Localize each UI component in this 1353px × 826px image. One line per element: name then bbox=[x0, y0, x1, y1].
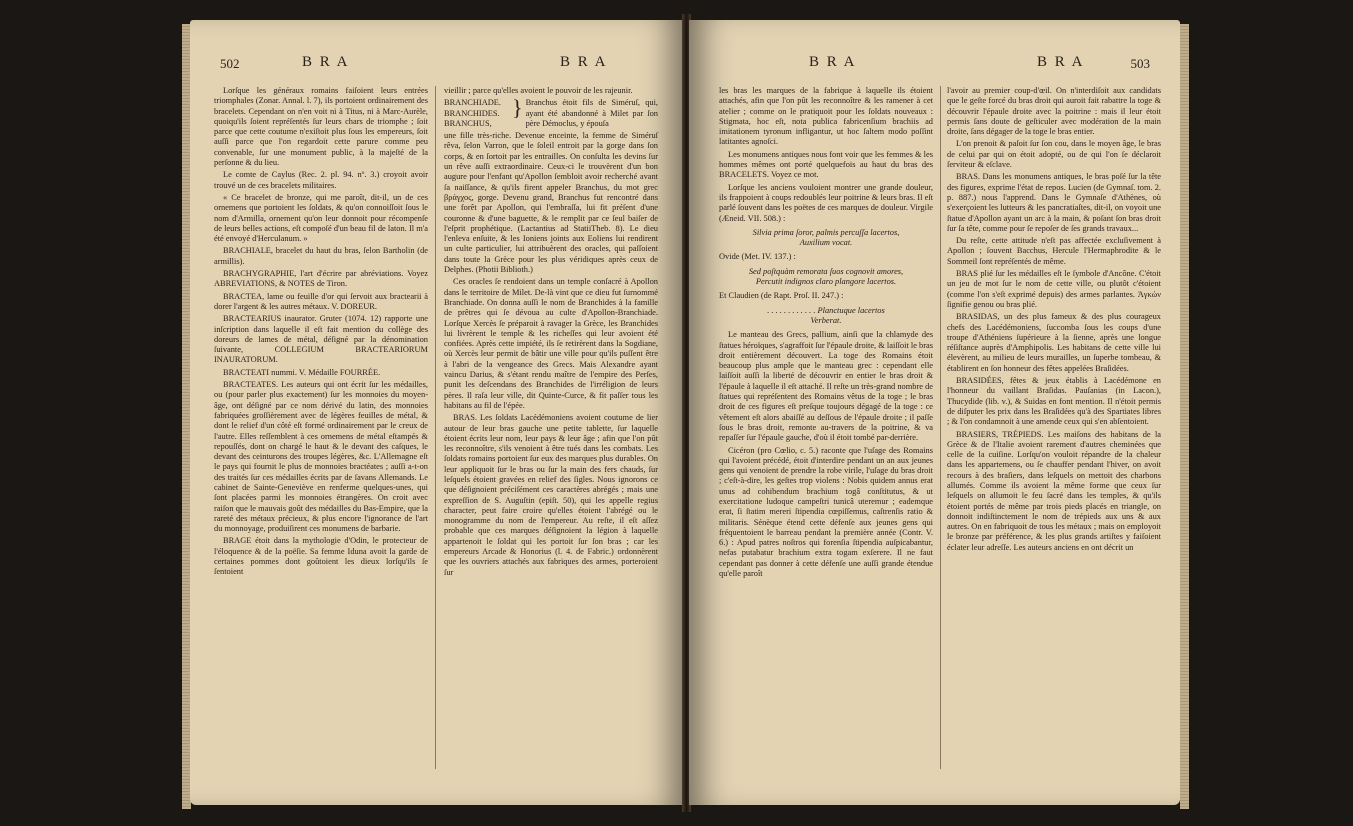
term-branchus: BRANCHUS, bbox=[444, 118, 492, 128]
entry-brasiers: BRASIERS, TRÉPIEDS. Les maiſons des habitans de la Grèce & de l'Italie avoient rarement d'autres cheminées que celle de la cuiſine. Lorſqu'on vouloit répandre de la chaleur dans les appartemens, ou ſe chauffer pendant l'hiver, on avoit recours à des braſiers, dans leſquels on mettoit des charbons allumés. Comme ils avoient la même forme que ceux ſur leſquels on allumoit le feu ſacré dans les temples, & qu'ils étoient portés de même par trois pieds placés en triangle, on donnoit indiſtinctement le nom de trépieds aux uns & aux autres. On en fabriquoit de tous les métaux ; mais on employoit le bronze par préférence, & les plus grands artiſtes y faiſoient éclater leur adreſſe. Les auteurs anciens en ont décrit un bbox=[947, 429, 1161, 552]
verse-line: . . . . . . . . . . . . Planctuque lacertos bbox=[767, 305, 885, 315]
right-page-number: 503 bbox=[1130, 56, 1150, 71]
left-column-1 bbox=[214, 86, 428, 580]
entry-bractearius: BRACTEARIUS inaurator. Gruter (1074. 12) rapporte une inſcription dans laquelle il eſt fait mention du collège des doreurs de lames de métal, déſigné par la dénomination ſuivante, COLLEGIUM BRACTEARIORUM INAURATORUM. bbox=[214, 314, 428, 365]
right-page bbox=[689, 20, 1180, 805]
left-running-head bbox=[220, 54, 654, 80]
paragraph: les bras les marques de la fabrique à laquelle ils étoient attachés, afin que l'on pût les reconnoître & les ramener à cet atelier ; comme on le pratiquoit pour les ſoldats nouveaux : Stigmata, hoc eſt, nota publica fabricenſium brachiis ad imitationem tyronum infligantur, ut hoc ſaltem modo poſſint latitantes agnoſci. bbox=[719, 86, 933, 147]
verse-line: Sed poſtquàm remorata ſuos cognovit amores, bbox=[748, 266, 904, 276]
entry-bractea: BRACTEA, lame ou feuille d'or qui ſervoit aux bractearii à dorer l'argent & les autres métaux. V. DOREUR. bbox=[214, 291, 428, 311]
entry-bras-plie: BRAS plié ſur les médailles eſt le ſymbole d'Ancône. C'étoit un jeu de mot ſur le nom de cette ville, ou plutôt c'étoient (comme l'on s'eſt exprimé depuis) des armes parlantes. Ἀγκὼν ſignifie genou ou bras plié. bbox=[947, 269, 1161, 309]
right-head-right: B R A bbox=[1037, 54, 1085, 70]
paragraph: Lorſque les anciens vouloient montrer une grande douleur, ils frappoient à coups redoublés leur poitrine & leurs bras. Il eſt parlé ſouvent dans les poëtes de ces marques de douleur. Virgile (Æneid. VII. 508.) : bbox=[719, 182, 933, 223]
right-column-1 bbox=[719, 86, 933, 581]
paragraph: l'avoir au premier coup-d'œil. On n'interdiſoit aux candidats que le geſte forcé du bras droit qui auroit fait rabattre la toge & découvrir l'épaule droite avec la poitrine : mais il leur étoit permis ſans doute de geſticuler avec modération de la main droite, ſans dégager de la toge le bras entier. bbox=[947, 86, 1161, 137]
entry-bras: BRAS. Dans les monumens antiques, le bras poſé ſur la tête des figures, exprime l'état de repos. Lucien (de Gymnaſ. tom. 2. p. 887.) nous l'apprend. Dans le Gymnaſe d'Athènes, où s'exerçoient les lutteurs & les pancratiaſtes, dit-il, on voyoit une ſtatue d'Apollon ayant un arc à la main, & poſant ſon bras droit ſur ſa tête, comme pour ſe repoſer de ſes grands travaux... bbox=[947, 172, 1161, 233]
right-head-left: B R A bbox=[809, 54, 857, 70]
verse-line: Silvia prima ſoror, palmis percuſſa lacertos, bbox=[752, 227, 900, 237]
verse-line: Verberat. bbox=[810, 315, 842, 325]
right-column-2 bbox=[947, 86, 1161, 555]
column-rule bbox=[435, 86, 436, 769]
paragraph: « Ce bracelet de bronze, qui me paroît, dit-il, un de ces ornemens que portoient les ſoldats, & qu'on connoiſſoit ſous le nom d'Armilla, ornement qu'on leur donnoit pour récompenſe de leurs belles actions, eſt compoſé d'un beau fil de laton. Il m'a été envoyé d'Herculanum. » bbox=[214, 192, 428, 244]
left-page-number: 502 bbox=[220, 56, 240, 71]
right-running-head bbox=[719, 54, 1150, 80]
entry-brachygraphie: BRACHYGRAPHIE, l'art d'écrire par abréviations. Voyez ABREVIATIONS, & NOTES de Tiron. bbox=[214, 269, 428, 289]
paragraph: Ces oracles ſe rendoient dans un temple conſacré à Apollon dans le territoire de Milet. De-là vint que ce dieu fut ſurnommé Branchiade. On donna auſſi le nom de Branchides à la famille de prêtres qui ſe dévoua au culte d'Apollon-Branchiade. Lorſque Xercès ſe préparoit à ravager la Grèce, les Branchides lui livrèrent le temple & les richeſſes qui leur avoient été confiées. Après cette impiété, ils ſe retirèrent dans la Sogdiane, où Xercès leur permit de bâtir une ville pour qu'ils puſſent être à l'abri de la vengeance des Grecs. Mais Alexandre ayant vaincu Darius, & s'étant rendu maître de l'empire des Perſes, punit les deſcendans des Branchides de l'irréligion de leurs pères. Il raſa leur ville, dit Quinte-Curce, & fit paſſer tous les habitans au fil de l'épée. bbox=[444, 277, 658, 410]
verse-quote bbox=[719, 267, 933, 288]
verse-quote bbox=[719, 228, 933, 249]
column-rule bbox=[940, 86, 941, 769]
paragraph: vieillir ; parce qu'elles avoient le pouvoir de les rajeunir. bbox=[444, 86, 633, 95]
page-edge-right bbox=[1180, 24, 1189, 809]
paragraph: Les monumens antiques nous font voir que les femmes & les hommes mêmes ont porté quelquefois au haut du bras des BRACELETS. Voyez ce mot. bbox=[719, 149, 933, 180]
paragraph: Lorſque les généraux romains faiſoient leurs entrées triomphales (Zonar. Annal. l. 7), ils portoient ordinairement des bracelets. Cependant on n'en voit ni à Titus, ni à Marc-Aurèle, quoiqu'ils ſoient repréſentés ſur leurs chars de triomphe ; ſoit parce que cette coutume n'exiſtoit plus ſous les empereurs, ſoit auſſi parce que l'on regardoit cette parure comme peu convenable, ſur une monument public, à la majeſté de la perſonne & du lieu. bbox=[214, 86, 428, 168]
verse-quote bbox=[719, 306, 933, 327]
term-branchides: BRANCHIDES. bbox=[444, 108, 500, 118]
left-page bbox=[190, 20, 684, 805]
branchus-terms bbox=[444, 98, 510, 129]
citation: Et Claudien (de Rapt. Proſ. II. 247.) : bbox=[719, 291, 844, 301]
entry-bras: BRAS. Les ſoldats Lacédémoniens avoient coutume de lier autour de leur bras gauche une petite tablette, ſur laquelle étoient écrits leur nom, leur pays & leur âge ; afin que l'on pût les reconnoître, s'ils venoient à être tués dans les combats. Les ſoldats romains portoient ſur eux des marques plus durables. On leur appliquoit ſur le bras ou ſur la main des fers chauds, ſur leſquels étoient gravées en relief des ſigles. Nous ignorons ce que déſignoient préciſément ces caractères abrégés ; mais une expreſſion de S. Auguſtin (epiſt. 50), qui les appelle regius character, peut faire croire qu'elles étoient l'abrégé ou le monogramme du nom de l'empereur. Au reſte, il eſt aſſez probable que ces marques déſignoient la légion à laquelle appartenoit le ſoldat qui les portoit ſur ſon bras ; car les empereurs Arcade & Honorius (l. 4. de Fabric.) ordonnèrent que les ouvriers attachés aux fabriques des armes, porteroient ſur bbox=[444, 413, 658, 577]
entry-brachiale: BRACHIALE, bracelet du haut du bras, ſelon Bartholin (de armillis). bbox=[214, 246, 428, 266]
left-head-center: B R A bbox=[302, 54, 350, 70]
term-branchiade: BRANCHIADE. bbox=[444, 98, 501, 108]
entry-brasidas: BRASIDAS, un des plus fameux & des plus courageux chefs des Lacédémoniens, ſuccomba ſous les coups d'une troupe d'Athéniens ſupérieure à la ſienne, après une longue réſiſtance auprès d'Amphipolis. Les habitans de cette ville lui élevèrent, au milieu de leurs murailles, un ſuperbe tombeau, & établirent en ſon honneur des fêtes appelées Braſidées. bbox=[947, 312, 1161, 373]
left-column-2 bbox=[444, 86, 658, 580]
paragraph: une fille très-riche. Devenue enceinte, la femme de Siméruſ rêva, ſelon Varron, que le ſoleil entroit par la gorge dans ſon corps, & en ſortoit par les entrailles. On conſulta les devins ſur un rêve auſſi extraordinaire. Ceux-ci le trouvèrent d'un bon augure pour l'enfant qu'Apollon ſembloit avoir recherché avant ſa naiſſance, & qu'ils firent appeler Branchus, du mot grec βράγχος, gorge. Devenu grand, Branchus fut rencontré dans une forêt par Apollon, qui l'embraſſa, lui fit préſent d'une couronne & d'une baguette, & le remplit par ce ſeul baiſer de l'eſprit prophétique. (Lactantius ad StatiiTheb. 8). Le dieu l'enleva enſuite, & les Ioniens joints aux Eoliens lui rendirent un culte particulier, lui attribuèrent des oracles, qui paſſoient dans toute la Grèce pour les plus véridiques après ceux de Delphes. (Photii Biblioth.) bbox=[444, 131, 658, 275]
branchus-entry-block bbox=[444, 98, 658, 129]
paragraph: L'on prenoit & paſoit ſur ſon cou, dans le moyen âge, le bras de celui par qui on étoit adopté, ou de qui l'on ſe déclaroit ſerviteur & eſclave. bbox=[947, 139, 1161, 170]
entry-bracteati: BRACTEATI nummi. V. Médaille FOURRÉE. bbox=[223, 367, 381, 377]
paragraph: Le manteau des Grecs, pallium, ainſi que la chlamyde des ſtatues héroïques, s'agraffoit ſur l'épaule droite, & laiſſoit le bras droit entièrement découvert. La toge des Romains étoit beaucoup plus ample que le manteau grec : cependant elle laiſſoit auſſi la liberté de découvrir en entier le bras droit & l'épaule à laquelle il eſt attaché. Il reſte un très-grand nombre de ſtatues qui repréſentent des Romains vêtus de la toge ; le bras droit de ces figures eſt preſque toujours dégagé de la toge : ce vêtement eſt alors abaiſſé au deſſous de l'épaule droite ; il paſſe ſous le bras droit, remonte au-travers de la poitrine, & va repaſſer ſur l'épaule gauche, d'où il étoit tombé par-derrière. bbox=[719, 330, 933, 443]
citation: Ovide (Met. IV. 137.) : bbox=[719, 252, 796, 262]
verse-line: Auxilium vocat. bbox=[799, 238, 853, 248]
verse-line: Percutit indignos claro plangore lacertos. bbox=[755, 277, 897, 287]
paragraph: Cicéron (pro Cœlio, c. 5.) raconte que l'uſage des Romains qui l'avoient précédé, étoit d'interdire pendant un an aux jeunes gens qui venoient de prendre la robe virile, l'uſage du bras droit ; c'eſt-à-dire, les geſtes trop violens : Nobis quidem annus erat unus ad cohibendum brachium togâ conſtitutus, & ut exercitatione ludoque campeſtri tunicâ uteremur ; eademque erat, ſi ſtatim mereri ſtipendia cœpiſſemus, caſtrenſis ratio & militaris. Sénèque étend cette défenſe aux jeunes gens qui fréquentoient le barreau pendant la première année (Contr. V. 6.) : Apud patres noſtros qui forenſia ſtipendia auſpicabantur, nefas putabatur brachium extra togam exſerere. Il ne faut cependant pas donner à cette défenſe une auſſi grande étendue qu'elle paroît bbox=[719, 445, 933, 579]
entry-brage: BRAGE étoit dans la mythologie d'Odin, le protecteur de l'éloquence & de la poëſie. Sa femme Iduna avoit la garde de certaines pommes dont goûtoient les dieux lorſqu'ils ſe ſentoient bbox=[214, 536, 428, 577]
branchus-text: Branchus étoit fils de Siméruſ, qui, ayant été abandonné à Milet par ſon père Démoclus, y épouſa bbox=[525, 98, 658, 128]
entry-brasidees: BRASIDÉES, fêtes & jeux établis à Lacédémone en l'honneur du vaillant Braſidas. Pauſanias (in Lacon.), Thucydide (lib. v.), & Suidas en font mention. Il n'étoit permis de diſputer les prix dans les Braſidées qu'à des Spartiates libres ; & l'on condamnoit à une amende ceux qui s'en abſentoient. bbox=[947, 376, 1161, 427]
brace-glyph: } bbox=[512, 98, 523, 121]
left-head-right: B R A bbox=[560, 54, 608, 70]
paragraph: Du reſte, cette attitude n'eſt pas affectée excluſivement à Apollon ; ſouvent Bacchus, Hercule l'Hermaphrodite & le Sommeil ſont repréſentés de même. bbox=[947, 236, 1161, 266]
paragraph: Le comte de Caylus (Rec. 2. pl. 94. nº. 3.) croyoit avoir trouvé un de ces bracelets militaires. bbox=[214, 170, 428, 190]
entry-bracteates: BRACTEATES. Les auteurs qui ont écrit ſur les médailles, ou (pour parler plus exactement) ſur les monnoies du moyen-âge, ont déſigné par ce nom dérivé du latin, des monnoies fabriquées groſſièrement avec de légères feuilles de métal, & dont le relief d'un côté eſt formé ordinairement par le creux de l'autre. Elles reſſemblent à ces ornemens de métal eſtampés & repouſſés, dont on chargé le haut & le devant des caſques, le devant des ceinturons des troupes légères, &c. L'Allemagne eſt le pays qui fournit le plus de monnoies bractéates ; auſſi a-t-on des traités ſur ces médailles écrits par de ſavans Allemands. Le cabinet de Sainte-Geneviève en renferme quelques-unes, qui ſont placées parmi les monnoies étrangères. On croit avec raiſon que le mauvais goût des médailles du Bas-Empire, que la rareté des métaux précieux, & plus encore l'ignorance de l'art du monnoyage, produiſirent ces monumens de barbarie. bbox=[214, 380, 428, 534]
